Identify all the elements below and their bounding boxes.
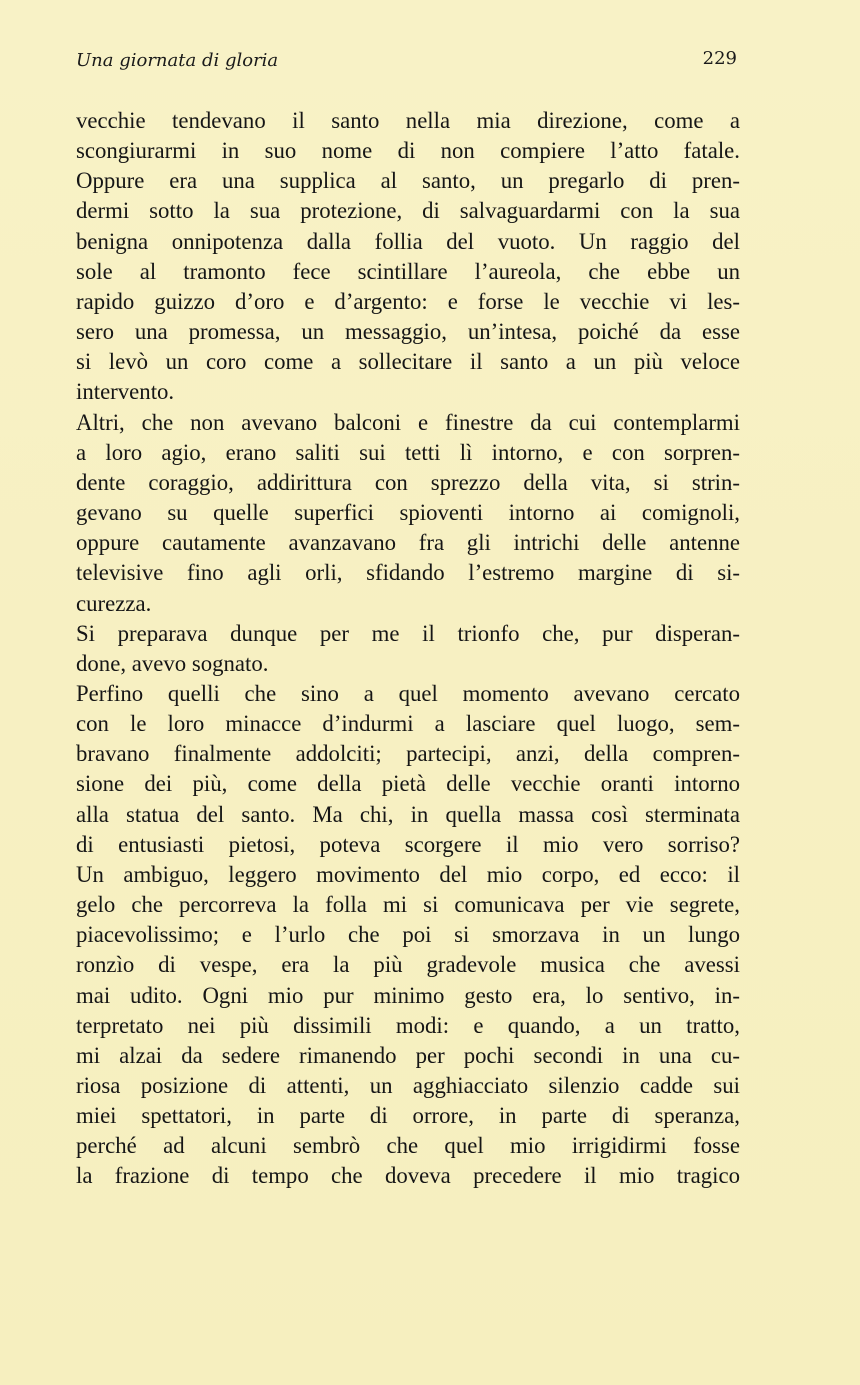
text-line: la frazione di tempo che doveva precedere il mio tragico xyxy=(76,1163,740,1189)
text-line: sole al tramonto fece scintillare l’aureola, che ebbe un xyxy=(76,258,740,284)
text-line: piacevolissimo; e l’urlo che poi si smorzava in un lungo xyxy=(76,922,740,948)
body-text xyxy=(76,106,740,1192)
text-line: di entusiasti pietosi, poteva scorgere il mio vero sorriso? xyxy=(76,831,740,857)
text-line: vecchie tendevano il santo nella mia direzione, come a xyxy=(76,108,740,133)
text-line: gevano su quelle superfici spioventi intorno ai comignoli, xyxy=(76,500,740,526)
text-line: Perfino quelli che sino a quel momento avevano cercato xyxy=(76,680,740,706)
text-line: gelo che percorreva la folla mi si comunicava per vie segrete, xyxy=(76,892,740,918)
text-line: curezza. xyxy=(76,590,152,616)
text-line: con le loro minacce d’indurmi a lasciare quel luogo, sem- xyxy=(76,711,740,737)
text-line: oppure cautamente avanzavano fra gli intrichi delle antenne xyxy=(76,530,740,556)
text-line: dente coraggio, addirittura con sprezzo della vita, si strin- xyxy=(76,469,740,495)
text-line: si levò un coro come a sollecitare il santo a un più veloce xyxy=(76,349,740,375)
text-line: Oppure era una supplica al santo, un pregarlo di pren- xyxy=(76,168,740,194)
text-line: done, avevo sognato. xyxy=(76,650,269,676)
text-line: Un ambiguo, leggero movimento del mio corpo, ed ecco: il xyxy=(76,861,740,887)
text-line: scongiurarmi in suo nome di non compiere l’atto fatale. xyxy=(76,138,740,164)
text-line: dermi sotto la sua protezione, di salvaguardarmi con la sua xyxy=(76,198,740,224)
text-line: riosa posizione di attenti, un agghiacciato silenzio cadde sui xyxy=(76,1073,740,1098)
text-line: benigna onnipotenza dalla follia del vuoto. Un raggio del xyxy=(76,228,740,254)
text-line: Altri, che non avevano balconi e finestre da cui contemplarmi xyxy=(76,409,740,435)
text-line: mai udito. Ogni mio pur minimo gesto era, lo sentivo, in- xyxy=(76,982,740,1008)
text-line: miei spettatori, in parte di orrore, in parte di speranza, xyxy=(76,1103,740,1129)
text-line: Si preparava dunque per me il trionfo che, pur disperan- xyxy=(76,620,740,646)
page-number: 229 xyxy=(702,48,737,69)
text-line: bravano finalmente addolciti; partecipi, anzi, della compren- xyxy=(76,741,740,767)
text-line: rapido guizzo d’oro e d’argento: e forse le vecchie vi les- xyxy=(76,288,740,314)
running-title: Una giornata di gloria xyxy=(76,50,279,71)
text-line: televisive fino agli orli, sfidando l’estremo margine di si- xyxy=(76,560,740,586)
text-line: a loro agio, erano saliti sui tetti lì intorno, e con sorpren- xyxy=(76,439,740,465)
text-line: intervento. xyxy=(76,379,175,405)
text-line: sione dei più, come della pietà delle vecchie oranti intorno xyxy=(76,771,740,797)
text-line: mi alzai da sedere rimanendo per pochi secondi in una cu- xyxy=(76,1042,740,1068)
text-line: ronzìo di vespe, era la più gradevole musica che avessi xyxy=(76,952,740,978)
text-line: perché ad alcuni sembrò che quel mio irrigidirmi fosse xyxy=(76,1133,740,1159)
text-line: terpretato nei più dissimili modi: e quando, a un tratto, xyxy=(76,1012,740,1038)
text-line: alla statua del santo. Ma chi, in quella massa così sterminata xyxy=(76,801,740,827)
text-line: sero una promessa, un messaggio, un’intesa, poiché da esse xyxy=(76,319,740,345)
